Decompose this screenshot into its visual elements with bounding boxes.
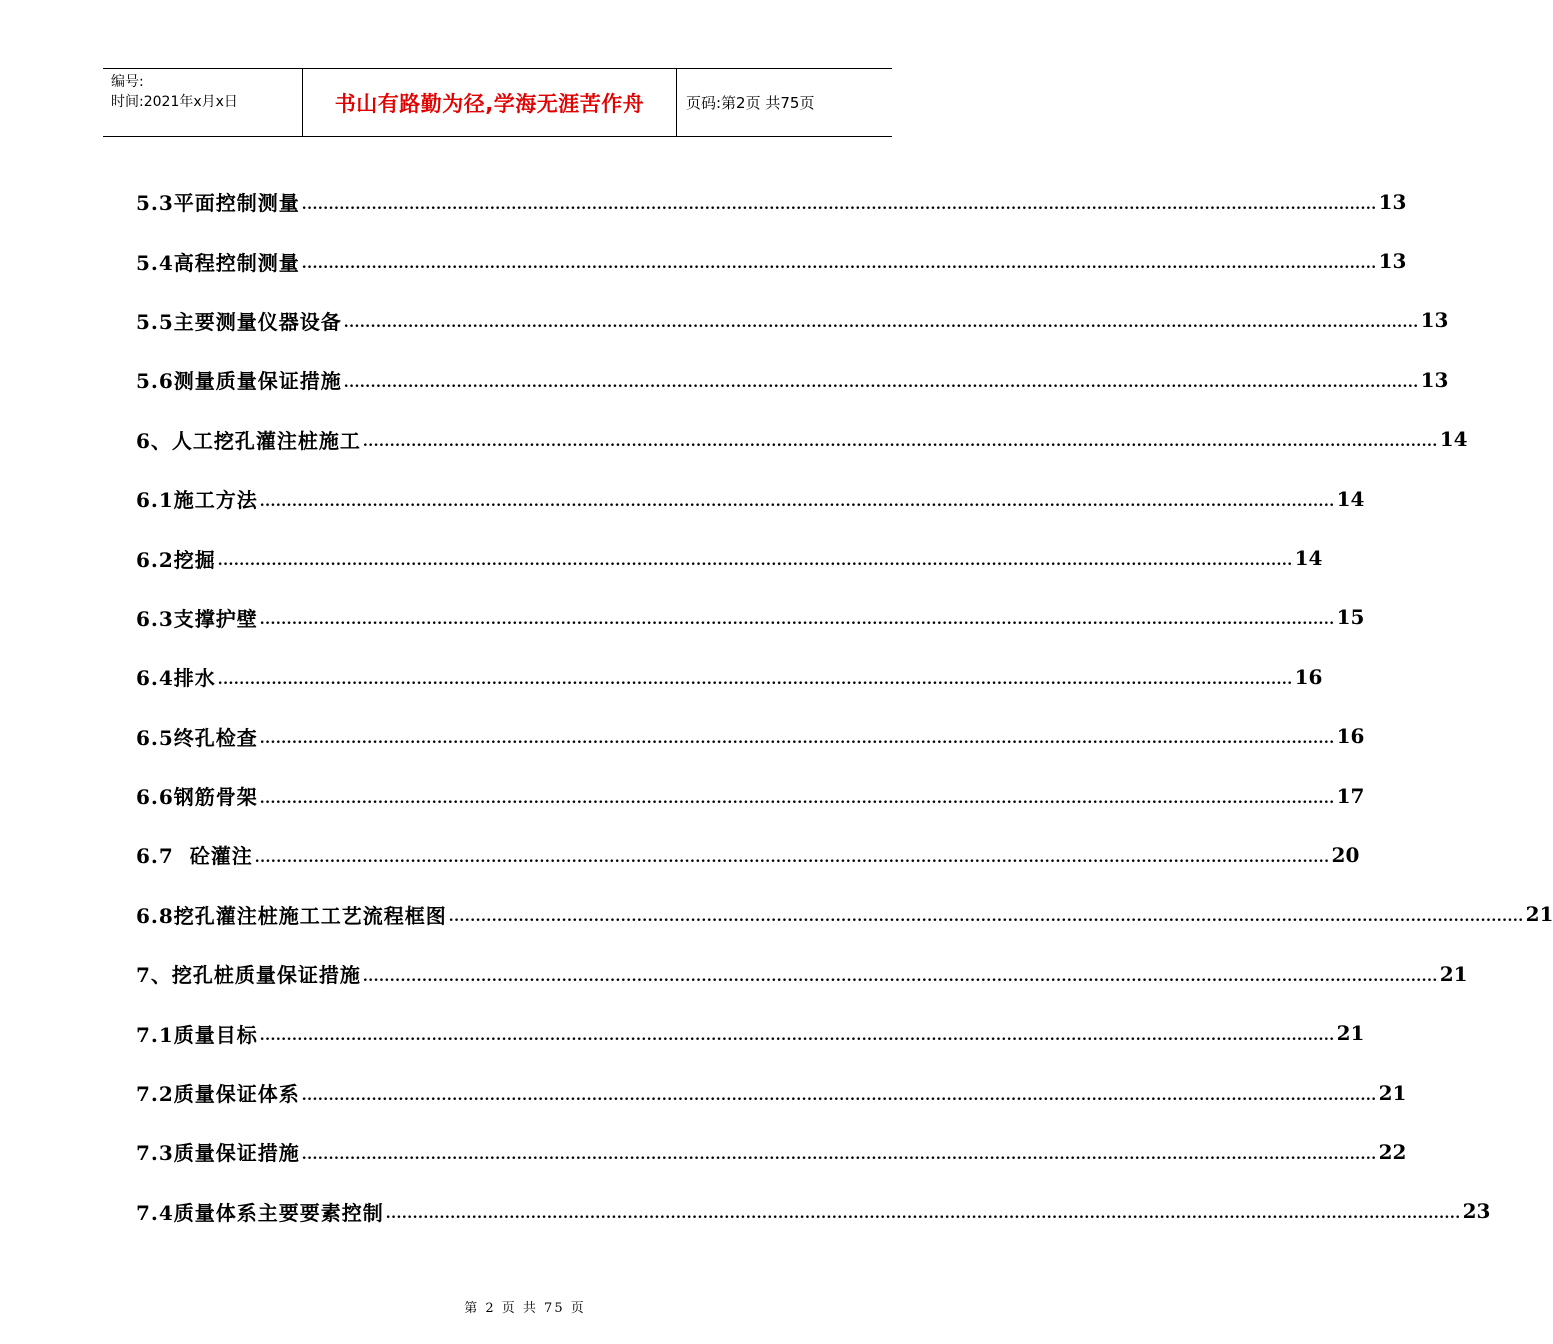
toc-entry-label: 6.5终孔检查 xyxy=(136,725,258,750)
toc-leader-dots: ........................................................................................................................................................................................................ xyxy=(259,790,1335,807)
toc-leader-dots: ........................................................................................................................................................................................................ xyxy=(343,374,1419,391)
toc-entry-page: 16 xyxy=(1336,724,1365,749)
toc-entry-page: 14 xyxy=(1439,427,1468,452)
toc-entry-page: 17 xyxy=(1336,783,1365,808)
toc-entry[interactable] xyxy=(136,766,1365,825)
toc-entry[interactable] xyxy=(136,944,1468,1003)
toc-leader-dots: ........................................................................................................................................................................................................ xyxy=(259,612,1335,629)
toc-entry-label: 6.4排水 xyxy=(136,666,216,691)
toc-leader-dots: ........................................................................................................................................................................................................ xyxy=(448,909,1524,926)
toc-entry-label: 7.1质量目标 xyxy=(136,1022,258,1047)
toc-leader-dots: ........................................................................................................................................................................................................ xyxy=(259,493,1335,510)
toc-entry-page: 14 xyxy=(1336,486,1365,511)
page-footer: 第 2 页 共 75 页 xyxy=(464,1301,586,1316)
toc-entry[interactable] xyxy=(136,469,1365,528)
toc-leader-dots: ........................................................................................................................................................................................................ xyxy=(301,256,1377,273)
toc-leader-dots: ........................................................................................................................................................................................................ xyxy=(301,1146,1377,1163)
toc-leader-dots: ........................................................................................................................................................................................................ xyxy=(343,315,1419,332)
header-meta xyxy=(103,69,303,136)
toc-entry-page: 13 xyxy=(1420,308,1449,333)
header-time-label: 时间:2021年x月x日 xyxy=(111,94,238,110)
toc-entry[interactable] xyxy=(136,885,1553,944)
toc-leader-dots: ........................................................................................................................................................................................................ xyxy=(301,1087,1377,1104)
toc-entry-label: 6.6钢筋骨架 xyxy=(136,785,258,810)
toc-entry-label: 6.3支撑护壁 xyxy=(136,606,258,631)
toc-entry-label: 6.7 砼灌注 xyxy=(136,844,253,869)
toc-entry-label: 7.4质量体系主要要素控制 xyxy=(136,1200,384,1225)
toc-entry-label: 6、人工挖孔灌注桩施工 xyxy=(136,428,361,453)
toc-entry[interactable] xyxy=(136,1003,1365,1062)
toc-entry-page: 13 xyxy=(1420,367,1449,392)
toc-entry-label: 6.2挖掘 xyxy=(136,547,216,572)
toc-entry-page: 22 xyxy=(1378,1139,1407,1164)
toc-entry-page: 14 xyxy=(1294,546,1323,571)
toc-leader-dots: ........................................................................................................................................................................................................ xyxy=(301,196,1377,213)
toc-entry[interactable] xyxy=(136,825,1360,884)
header-motto: 书山有路勤为径,学海无涯苦作舟 xyxy=(303,69,677,136)
toc-entry-page: 20 xyxy=(1331,842,1360,867)
toc-entry[interactable] xyxy=(136,1063,1407,1122)
toc-entry-page: 21 xyxy=(1336,1021,1365,1046)
toc-entry-label: 7、挖孔桩质量保证措施 xyxy=(136,963,361,988)
toc-leader-dots: ........................................................................................................................................................................................................ xyxy=(259,1028,1335,1045)
toc-entry[interactable] xyxy=(136,647,1323,706)
toc-entry[interactable] xyxy=(136,350,1449,409)
toc-leader-dots: ........................................................................................................................................................................................................ xyxy=(385,1206,1461,1223)
toc-entry[interactable] xyxy=(136,1122,1407,1181)
toc-leader-dots: ........................................................................................................................................................................................................ xyxy=(254,849,1330,866)
toc-entry-label: 5.4高程控制测量 xyxy=(136,250,300,275)
toc-entry[interactable] xyxy=(136,528,1323,587)
toc-leader-dots: ........................................................................................................................................................................................................ xyxy=(217,553,1293,570)
toc-entry-label: 6.1施工方法 xyxy=(136,488,258,513)
toc-entry[interactable] xyxy=(136,588,1365,647)
toc-leader-dots: ........................................................................................................................................................................................................ xyxy=(259,731,1335,748)
toc-entry-label: 7.2质量保证体系 xyxy=(136,1082,300,1107)
toc-entry-page: 13 xyxy=(1378,249,1407,274)
toc-entry-label: 6.8挖孔灌注桩施工工艺流程框图 xyxy=(136,903,447,928)
toc-entry-page: 21 xyxy=(1439,961,1468,986)
toc-entry[interactable] xyxy=(136,410,1468,469)
toc-entry[interactable] xyxy=(136,172,1407,231)
toc-leader-dots: ........................................................................................................................................................................................................ xyxy=(362,434,1438,451)
toc-entry-page: 21 xyxy=(1378,1080,1407,1105)
page-header xyxy=(103,68,892,137)
toc-entry-label: 5.5主要测量仪器设备 xyxy=(136,309,342,334)
toc-entry-label: 5.3平面控制测量 xyxy=(136,191,300,216)
toc-entry-label: 7.3质量保证措施 xyxy=(136,1141,300,1166)
toc-leader-dots: ........................................................................................................................................................................................................ xyxy=(362,968,1438,985)
toc-entry-page: 16 xyxy=(1294,664,1323,689)
toc-entry[interactable] xyxy=(136,231,1407,290)
toc-entry-page: 21 xyxy=(1525,902,1553,927)
toc-leader-dots: ........................................................................................................................................................................................................ xyxy=(217,671,1293,688)
toc-entry[interactable] xyxy=(136,1182,1491,1241)
toc-entry-page: 23 xyxy=(1462,1199,1491,1224)
toc-entry-page: 15 xyxy=(1336,605,1365,630)
toc-entry[interactable] xyxy=(136,291,1449,350)
header-page-info: 页码:第2页 共75页 xyxy=(686,94,815,112)
toc-entry[interactable] xyxy=(136,707,1365,766)
header-number-label: 编号: xyxy=(111,74,144,90)
toc-entry-label: 5.6测量质量保证措施 xyxy=(136,369,342,394)
table-of-contents xyxy=(136,172,1553,1241)
toc-entry-page: 13 xyxy=(1378,189,1407,214)
